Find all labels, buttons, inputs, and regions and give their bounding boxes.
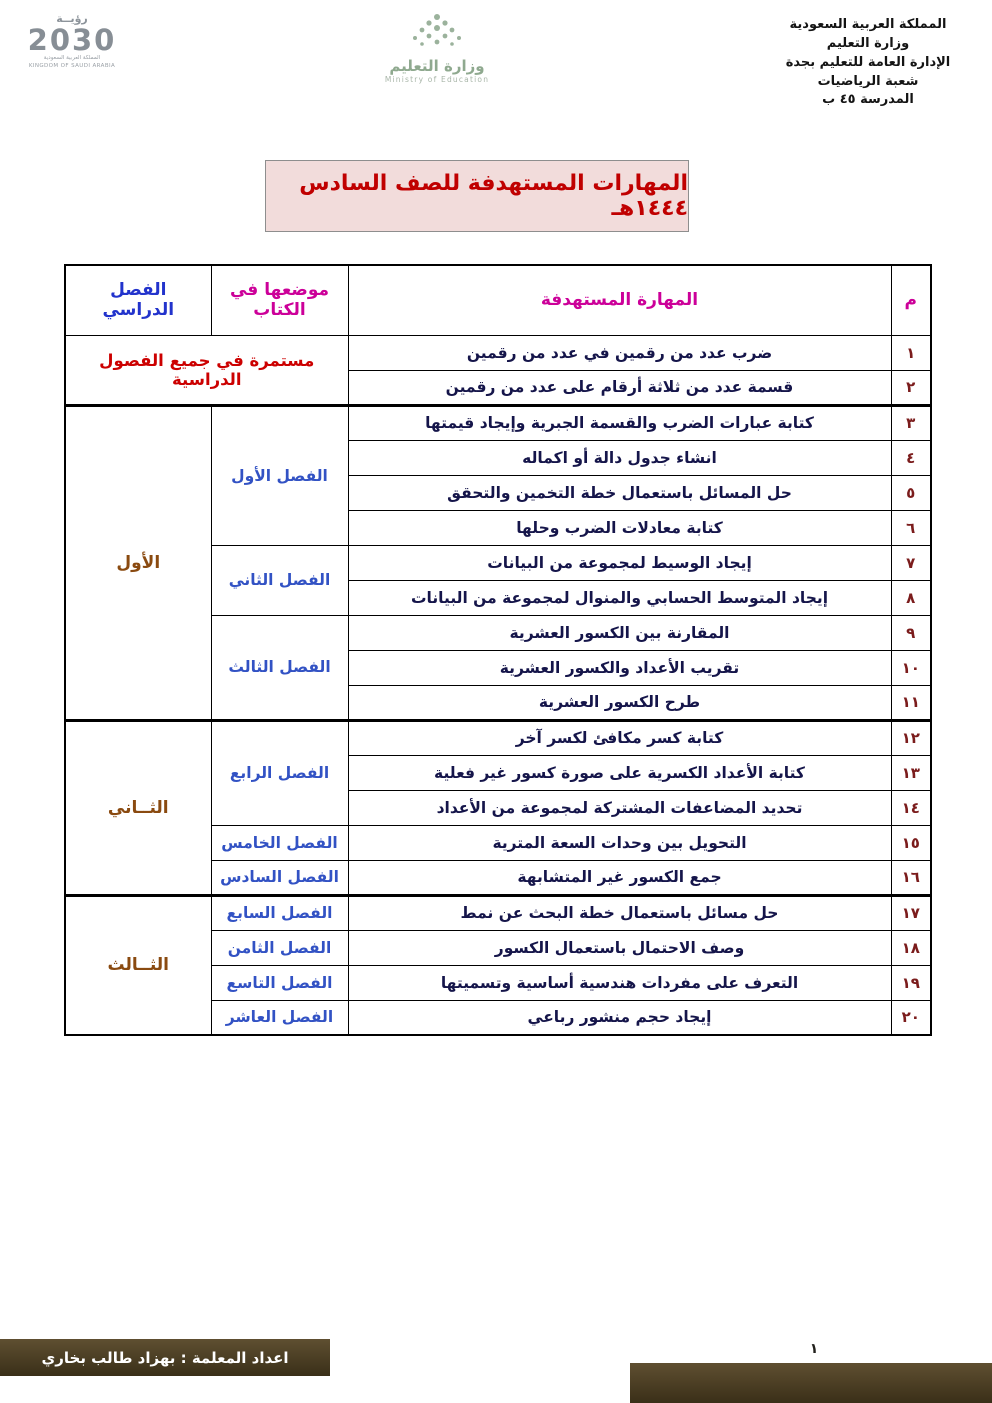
header-number: م (891, 265, 931, 335)
skill-number-cell: ٤ (891, 440, 931, 475)
chapter-cell: الفصل العاشر (211, 1000, 348, 1035)
skill-number-cell: ٢٠ (891, 1000, 931, 1035)
skill-cell: المقارنة بين الكسور العشرية (348, 615, 891, 650)
org-header-block (752, 16, 984, 110)
skill-cell: التعرف على مفردات هندسية أساسية وتسميتها (348, 965, 891, 1000)
skill-number-cell: ٢ (891, 370, 931, 405)
table-row (65, 405, 931, 440)
continuous-note-cell: مستمرة في جميع الفصول الدراسية (65, 335, 348, 405)
skill-cell: طرح الكسور العشرية (348, 685, 891, 720)
skill-number-cell: ٦ (891, 510, 931, 545)
skill-cell: حل المسائل باستعمال خطة التخمين والتحقق (348, 475, 891, 510)
vision-2030-logo (16, 12, 128, 71)
chapter-cell: الفصل الثاني (211, 545, 348, 615)
skill-number-cell: ٩ (891, 615, 931, 650)
skill-number-cell: ١٣ (891, 755, 931, 790)
org-line-school: المدرسة ٤٥ ب (822, 92, 914, 108)
chapter-cell: الفصل الخامس (211, 825, 348, 860)
header-skill: المهارة المستهدفة (348, 265, 891, 335)
ministry-of-education-logo (372, 12, 502, 84)
skill-cell: وصف الاحتمال باستعمال الكسور (348, 930, 891, 965)
skills-table (64, 264, 932, 1036)
org-line-department: شعبة الرياضيات (817, 73, 919, 89)
chapter-cell: الفصل الثامن (211, 930, 348, 965)
footer-decoration-bar (630, 1363, 992, 1403)
skill-number-cell: ١٤ (891, 790, 931, 825)
skill-number-cell: ١٥ (891, 825, 931, 860)
chapter-cell: الفصل الثالث (211, 615, 348, 720)
org-line-directorate: الإدارة العامة للتعليم بجدة (785, 54, 951, 70)
semester-cell: الأول (65, 405, 211, 720)
skill-cell: كتابة كسر مكافئ لكسر آخر (348, 720, 891, 755)
prepared-by-bar: اعداد المعلمة : بهزاد طالب بخاري (0, 1339, 330, 1376)
semester-cell: الثــاني (65, 720, 211, 895)
skill-number-cell: ١١ (891, 685, 931, 720)
skill-cell: كتابة عبارات الضرب والقسمة الجبرية وإيجاد قيمتها (348, 405, 891, 440)
skill-cell: ضرب عدد من رقمين في عدد من رقمين (348, 335, 891, 370)
skill-cell: التحويل بين وحدات السعة المترية (348, 825, 891, 860)
header-location: موضعها في الكتاب (211, 265, 348, 335)
skill-cell: انشاء جدول دالة أو اكماله (348, 440, 891, 475)
vision-logo-arabic-text: رؤيــة (56, 12, 88, 25)
chapter-cell: الفصل السادس (211, 860, 348, 895)
skill-number-cell: ٣ (891, 405, 931, 440)
skill-cell: إيجاد الوسيط لمجموعة من البيانات (348, 545, 891, 580)
skill-cell: كتابة معادلات الضرب وحلها (348, 510, 891, 545)
ministry-emblem-icon (398, 37, 476, 56)
skill-number-cell: ٨ (891, 580, 931, 615)
skill-cell: تقريب الأعداد والكسور العشرية (348, 650, 891, 685)
table-row (65, 335, 931, 370)
skill-number-cell: ١٨ (891, 930, 931, 965)
header-semester: الفصل الدراسي (65, 265, 211, 335)
skill-cell: قسمة عدد من ثلاثة أرقام على عدد من رقمين (348, 370, 891, 405)
skill-cell: تحديد المضاعفات المشتركة لمجموعة من الأعداد (348, 790, 891, 825)
skill-cell: إيجاد حجم منشور رباعي (348, 1000, 891, 1035)
org-line-ministry: وزارة التعليم (826, 35, 910, 51)
chapter-cell: الفصل الأول (211, 405, 348, 545)
skill-number-cell: ١٩ (891, 965, 931, 1000)
skill-number-cell: ٧ (891, 545, 931, 580)
skills-table-container (64, 264, 932, 1036)
skill-number-cell: ١٠ (891, 650, 931, 685)
ministry-logo-arabic-text: وزارة التعليم (389, 57, 485, 75)
vision-logo-number: 2030 (27, 23, 117, 57)
chapter-cell: الفصل الرابع (211, 720, 348, 825)
skill-cell: إيجاد المتوسط الحسابي والمنوال لمجموعة من البيانات (348, 580, 891, 615)
skill-cell: حل مسائل باستعمال خطة البحث عن نمط (348, 895, 891, 930)
skill-number-cell: ٥ (891, 475, 931, 510)
semester-cell: الثــالث (65, 895, 211, 1035)
chapter-cell: الفصل التاسع (211, 965, 348, 1000)
table-row (65, 895, 931, 930)
org-line-country: المملكة العربية السعودية (789, 17, 947, 32)
skill-number-cell: ١٦ (891, 860, 931, 895)
skill-cell: كتابة الأعداد الكسرية على صورة كسور غير فعلية (348, 755, 891, 790)
skill-number-cell: ١٢ (891, 720, 931, 755)
page-title: المهارات المستهدفة للصف السادس ١٤٤٤هـ (265, 160, 689, 232)
skill-number-cell: ١٧ (891, 895, 931, 930)
table-header-row (65, 265, 931, 335)
chapter-cell: الفصل السابع (211, 895, 348, 930)
skill-cell: جمع الكسور غير المتشابهة (348, 860, 891, 895)
vision-logo-subtitle-english: KINGDOM OF SAUDI ARABIA (28, 63, 116, 70)
table-row (65, 720, 931, 755)
ministry-logo-english-text: Ministry of Education (384, 75, 490, 84)
page-number: ١ (809, 1341, 819, 1357)
vision-logo-subtitle-arabic: المملكة العربية السعودية (43, 55, 101, 62)
skill-number-cell: ١ (891, 335, 931, 370)
